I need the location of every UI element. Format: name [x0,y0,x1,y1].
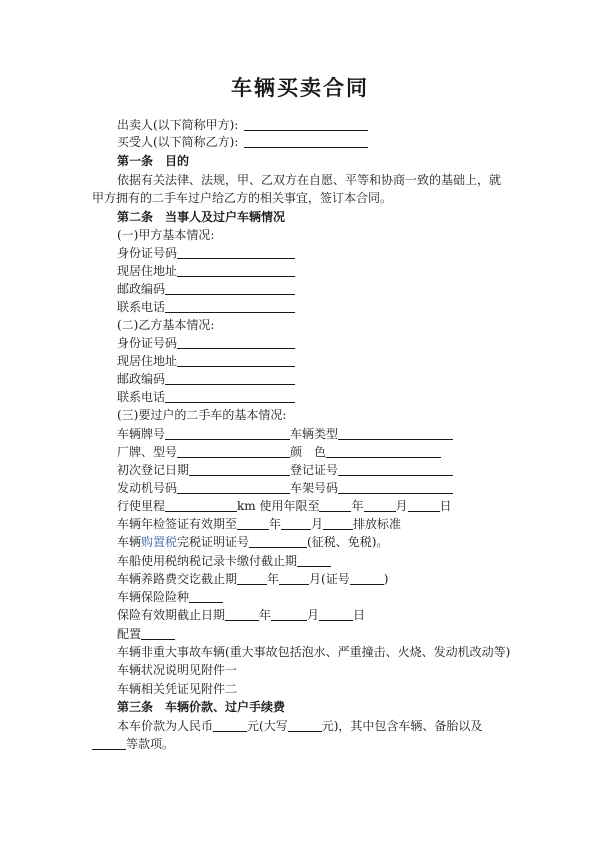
field-label: 本车价款为人民币 [117,719,214,733]
field-label: 车辆 [117,535,142,549]
field-blank [338,481,453,494]
field-label: 邮政编码 [117,372,166,386]
party-b-address [117,354,295,368]
insurance-expiry-row [117,608,365,622]
field-blank [165,372,295,385]
party-b-id [117,336,295,350]
field-blank [165,427,290,440]
field-label: 发动机号码 [117,481,178,495]
documents-annex-note: 车辆相关凭证见附件二 [117,682,238,696]
field-blank [189,463,290,476]
party-a-heading: (一)甲方基本情况: [117,228,215,242]
field-blank [319,499,351,512]
field-blank [279,572,309,585]
buyer-line [117,135,368,149]
field-label: 配置 [117,627,142,641]
seller-blank [244,118,368,131]
article-1-paragraph-line2: 甲方拥有的二手车过户给乙方的相关事宜，签订本合同。 [92,191,393,205]
field-label: 年 [269,517,282,531]
vehicle-heading: (三)要过户的二手车的基本情况: [117,408,287,422]
vehicle-registration-row [117,463,453,477]
field-blank [237,517,269,530]
field-label: 现居住地址 [117,354,178,368]
page-title: 车辆买卖合同 [231,75,369,100]
field-blank [338,427,453,440]
article-3-paragraph-line1 [117,719,482,733]
field-label: 排放标准 [353,517,402,531]
field-label: 元(大写 [247,719,288,733]
field-blank [165,499,237,512]
field-label: ) [383,572,389,586]
purchase-tax-link[interactable]: 购置税 [141,535,178,549]
party-a-id [117,246,295,260]
party-a-address [117,264,295,278]
party-b-heading: (二)乙方基本情况: [117,318,215,332]
vehicle-engine-row [117,481,453,495]
field-blank [350,572,384,585]
field-label: 月 [311,517,324,531]
field-label: 完税证明证号 [177,535,250,549]
field-blank [177,246,295,259]
field-blank [177,481,290,494]
field-label: 月(证号 [309,572,350,586]
field-blank [281,517,311,530]
party-b-phone [117,390,295,404]
buyer-label: 买受人(以下简称乙方): [117,135,239,149]
field-label: 颜 色 [290,445,327,459]
accident-statement: 车辆非重大事故车辆(重大事故包括泡水、严重撞击、火烧、发动机改动等) [117,645,511,659]
field-label: 年 [267,572,280,586]
field-blank [177,354,295,367]
article-1-heading: 第一条 目的 [117,154,190,168]
field-blank [364,499,396,512]
field-label: 身份证号码 [117,336,178,350]
article-1-paragraph-line1: 依据有关法律、法规，甲、乙双方在自愿、平等和协商一致的基础上，就 [117,173,502,187]
field-label: (征税、免税)。 [307,535,389,549]
field-label: km 使用年限至 [237,499,320,513]
field-label: 车辆养路费交讫截止期 [117,572,238,586]
field-blank [237,572,267,585]
field-label: 联系电话 [117,390,166,404]
field-blank [319,608,353,621]
field-blank [408,499,440,512]
field-label: 日 [439,499,452,513]
field-label: 初次登记日期 [117,463,190,477]
field-label: 车架号码 [290,481,339,495]
field-label: 年 [351,499,364,513]
field-blank [213,719,247,732]
field-blank [225,608,259,621]
purchase-tax-row [117,535,388,549]
field-blank [323,517,353,530]
field-blank [338,463,453,476]
field-label: 车船使用税纳税记录卡缴付截止期 [117,554,298,568]
field-label: 车辆类型 [290,427,339,441]
vehicle-brand-row [117,445,441,459]
field-label: 邮政编码 [117,282,166,296]
field-label: 车辆保险险种 [117,590,190,604]
field-label: 行使里程 [117,499,166,513]
field-label: 登记证号 [290,463,339,477]
field-blank [177,264,295,277]
article-3-paragraph-line2 [92,737,174,751]
field-label: 厂牌、型号 [117,445,178,459]
config-row [117,627,175,641]
party-b-zip [117,372,295,386]
vehicle-inspection-row [117,517,401,531]
field-label: 车辆年检签证有效期至 [117,517,238,531]
road-fee-row [117,572,388,586]
status-annex-note: 车辆状况说明见附件一 [117,663,238,677]
vehicle-mileage-row [117,499,452,513]
article-3-heading: 第三条 车辆价款、过户手续费 [117,700,286,714]
field-label: 保险有效期截止日期 [117,608,226,622]
field-label: 联系电话 [117,300,166,314]
field-label: 现居住地址 [117,264,178,278]
field-blank [141,627,175,640]
field-label: 元)，其中包含车辆、备胎以及 [321,719,483,733]
vehicle-plate-row [117,427,453,441]
buyer-blank [244,135,368,148]
field-blank [189,590,223,603]
field-blank [177,336,295,349]
field-label: 月 [307,608,320,622]
insurance-type-row [117,590,223,604]
field-blank [165,300,295,313]
seller-line [117,118,368,132]
party-a-phone [117,300,295,314]
party-a-zip [117,282,295,296]
field-label: 车辆牌号 [117,427,166,441]
field-blank [92,737,126,750]
field-blank [297,554,331,567]
field-blank [288,719,322,732]
article-2-heading: 第二条 当事人及过户车辆情况 [117,210,286,224]
field-blank [249,535,307,548]
field-blank [271,608,307,621]
field-label: 日 [353,608,366,622]
field-blank [165,282,295,295]
field-blank [177,445,290,458]
field-label: 等款项。 [126,737,175,751]
seller-label: 出卖人(以下简称甲方): [117,118,239,132]
field-label: 身份证号码 [117,246,178,260]
field-label: 月 [395,499,408,513]
field-blank [165,390,295,403]
vessel-tax-row [117,554,331,568]
field-blank [326,445,441,458]
field-label: 年 [259,608,272,622]
